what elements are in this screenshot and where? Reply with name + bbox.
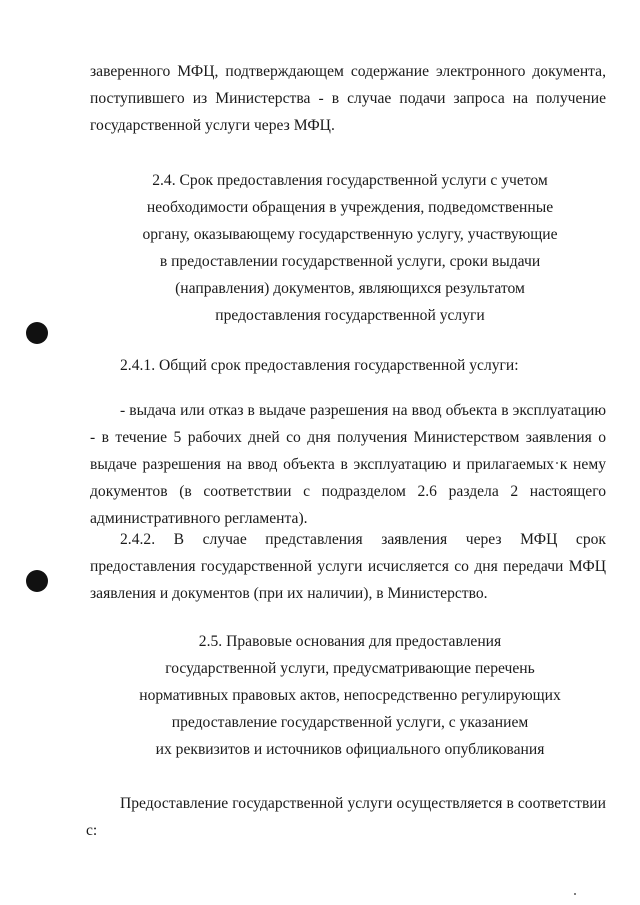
heading-line: 2.5. Правовые основания для предоставления xyxy=(198,633,502,650)
punch-hole-top xyxy=(26,322,48,344)
paragraph-legal-basis xyxy=(86,790,606,844)
text-line: - выдача или отказ в выдаче разрешения на ввод объекта в эксплуатацию xyxy=(120,402,606,419)
text-line: Предоставление государственной услуги осуществляется в соответствии xyxy=(120,795,606,812)
paragraph-2-4-2 xyxy=(90,526,606,607)
punch-hole-bottom xyxy=(26,570,48,592)
text-line: - в течение 5 рабочих дней со дня получения Министерством заявления о xyxy=(90,429,606,446)
text-line: заявления и документов (при их наличии), в Министерство. xyxy=(90,585,488,602)
text-line: заверенного МФЦ, подтверждающем содержание электронного документа, xyxy=(90,63,606,80)
heading-line: их реквизитов и источников официального опубликования xyxy=(155,741,545,758)
text-line: государственной услуги через МФЦ. xyxy=(90,117,335,134)
heading-line: предоставления государственной услуги xyxy=(215,307,485,324)
section-2-4-heading xyxy=(80,167,620,329)
text-line: поступившего из Министерства - в случае подачи запроса на получение xyxy=(90,90,606,107)
heading-line: в предоставлении государственной услуги, сроки выдачи xyxy=(159,253,541,270)
heading-line: государственной услуги, предусматривающие перечень xyxy=(165,660,535,677)
text-line: административного регламента). xyxy=(90,510,308,527)
text-line: 2.4.1. Общий срок предоставления государственной услуги: xyxy=(120,357,519,374)
intro-paragraph xyxy=(90,58,606,139)
section-2-5-heading xyxy=(80,628,620,763)
heading-line: необходимости обращения в учреждения, подведомственные xyxy=(146,199,554,216)
paragraph-issuance-term xyxy=(90,397,606,532)
heading-line: нормативных правовых актов, непосредственно регулирующих xyxy=(139,687,561,704)
paragraph-2-4-1 xyxy=(90,352,606,379)
text-line: предоставления государственной услуги исчисляется со дня передачи МФЦ xyxy=(90,558,606,575)
scan-speck xyxy=(574,893,576,895)
text-line: с: xyxy=(86,822,98,839)
heading-line: (направления) документов, являющихся результатом xyxy=(175,280,525,297)
heading-line: органу, оказывающему государственную услугу, участвующие xyxy=(142,226,558,243)
text-line: 2.4.2. В случае представления заявления через МФЦ срок xyxy=(120,531,606,548)
heading-line: предоставление государственной услуги, с указанием xyxy=(171,714,529,731)
text-line: выдаче разрешения на ввод объекта в эксплуатацию и прилагаемых к нему xyxy=(90,456,606,473)
text-line: документов (в соответствии с подразделом 2.6 раздела 2 настоящего xyxy=(90,483,606,500)
heading-line: 2.4. Срок предоставления государственной услуги с учетом xyxy=(152,172,548,189)
